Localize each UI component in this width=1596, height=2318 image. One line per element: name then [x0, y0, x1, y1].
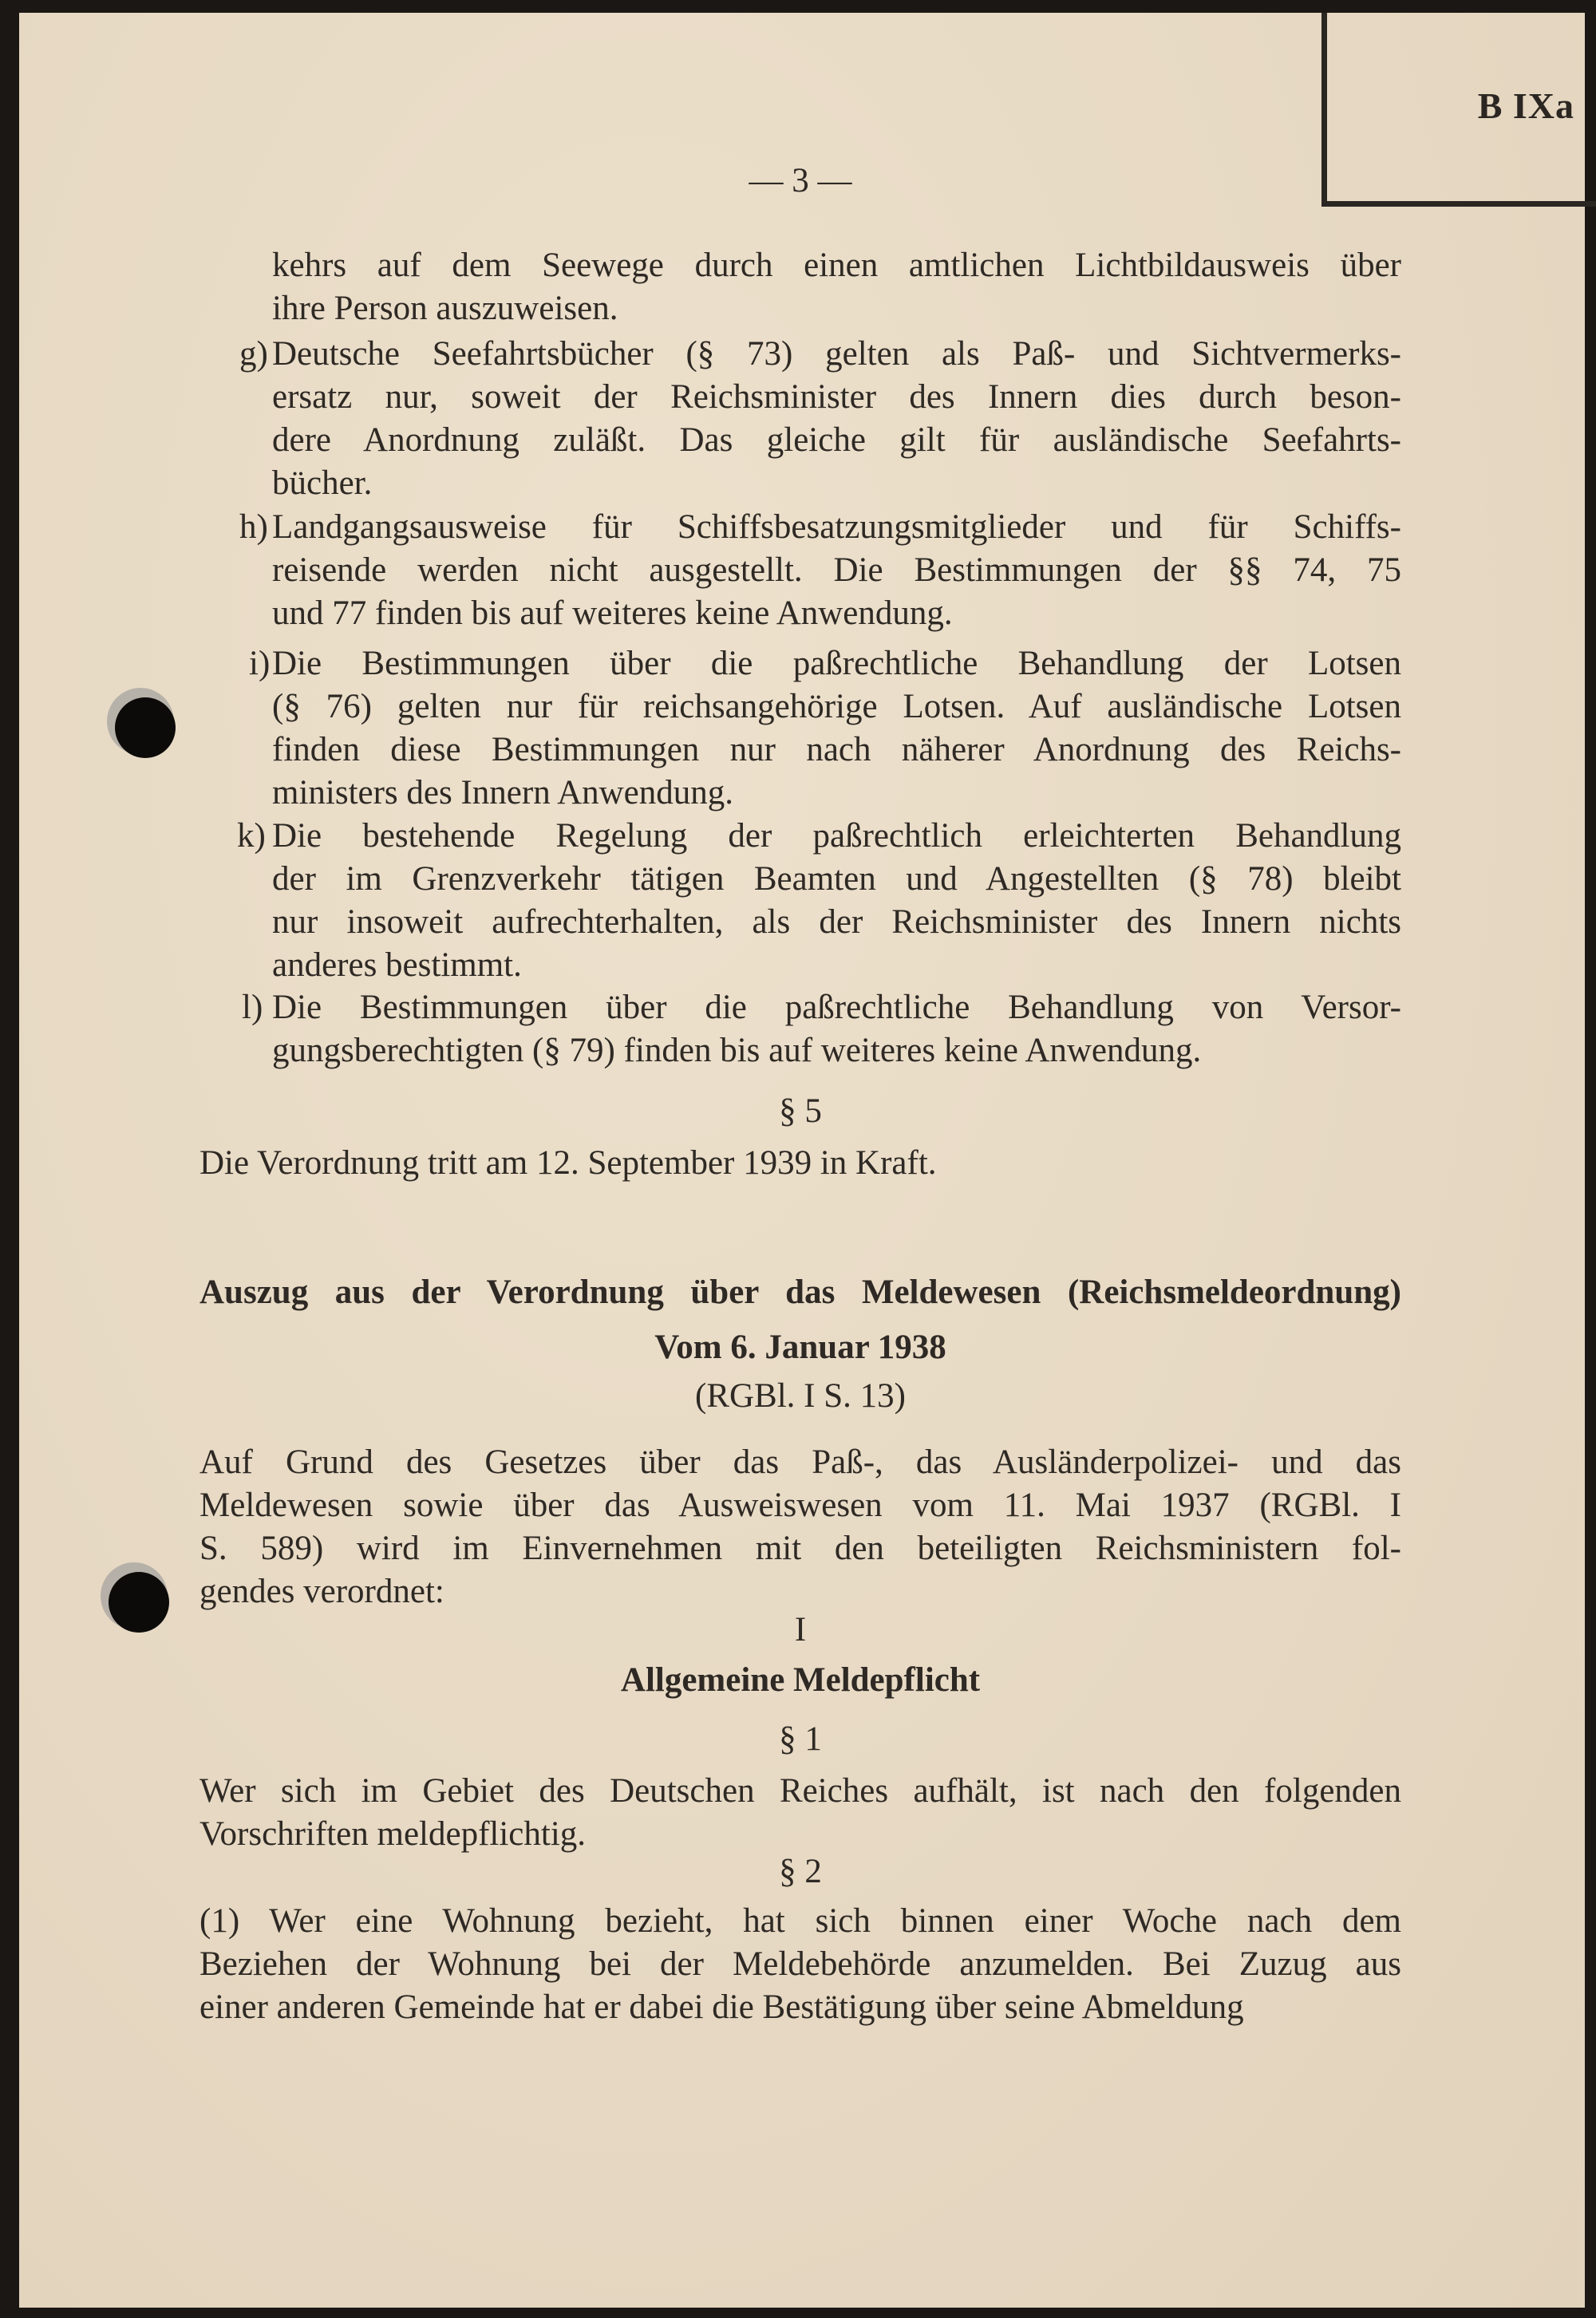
item-g — [272, 333, 1401, 505]
preamble — [200, 1441, 1401, 1613]
text-line: ministers des Innern Anwendung. — [272, 774, 734, 811]
text-line: Landgangsausweise für Schiffsbesatzungsmitglieder und für Schiffs- — [272, 508, 1401, 546]
text-line: Wer sich im Gebiet des Deutschen Reiches aufhält, ist nach den folgenden — [200, 1772, 1401, 1810]
text-line: (§ 76) gelten nur für reichsangehörige Lotsen. Auf ausländische Lotsen — [272, 688, 1401, 725]
text-line: nur insoweit aufrechterhalten, als der Reichsminister des Innern nichts — [272, 903, 1401, 941]
text-line: Die Bestimmungen über die paßrechtliche Behandlung von Versor- — [272, 989, 1401, 1026]
text-line: anderes bestimmt. — [272, 946, 522, 984]
item-label: l) — [242, 989, 263, 1026]
item-label: g) — [239, 335, 268, 373]
text-line: Deutsche Seefahrtsbücher (§ 73) gelten als Paß- und Sichtvermerks- — [272, 335, 1401, 373]
item-l — [272, 986, 1401, 1072]
text-line: finden diese Bestimmungen nur nach näherer Anordnung des Reichs- — [272, 731, 1401, 768]
text-line: und 77 finden bis auf weiteres keine Anwendung. — [272, 594, 953, 632]
text-line: gendes verordnet: — [200, 1573, 444, 1610]
text-line: ersatz nur, soweit der Reichsminister des Innern dies durch beson- — [272, 378, 1401, 416]
text-line: Meldewesen sowie über das Ausweiswesen vom 11. Mai 1937 (RGBl. I — [200, 1487, 1401, 1524]
item-label: i) — [249, 645, 271, 682]
text-line: dere Anordnung zuläßt. Das gleiche gilt für ausländische Seefahrts- — [272, 421, 1401, 459]
text-line: bücher. — [272, 464, 373, 502]
text-line: reisende werden nicht ausgestellt. Die Bestimmungen der §§ 74, 75 — [272, 551, 1401, 589]
item-label: k) — [237, 817, 266, 855]
text-line: Vorschriften meldepflichtig. — [200, 1815, 587, 1853]
text-line: S. 589) wird im Einvernehmen mit den beteiligten Reichsministern fol- — [200, 1530, 1401, 1567]
text-line: Beziehen der Wohnung bei der Meldebehörde anzumelden. Bei Zuzug aus — [200, 1945, 1401, 1983]
punch-hole — [115, 697, 176, 758]
section-5-text: Die Verordnung tritt am 12. September 1939 in Kraft. — [200, 1144, 937, 1182]
section-2-text — [200, 1900, 1401, 2029]
text-line: gungsberechtigten (§ 79) finden bis auf weiteres keine Anwendung. — [272, 1032, 1202, 1069]
section-2-heading: § 2 — [779, 1853, 822, 1890]
excerpt-date: Vom 6. Januar 1938 — [654, 1329, 946, 1366]
section-5-heading: § 5 — [779, 1092, 822, 1130]
punch-hole — [109, 1572, 169, 1633]
excerpt-title: Auszug aus der Verordnung über das Meldewesen (Reichsmeldeordnung) — [200, 1274, 1401, 1311]
item-i — [272, 642, 1401, 815]
part-number: I — [794, 1611, 807, 1649]
item-k — [272, 815, 1401, 987]
excerpt-source: (RGBl. I S. 13) — [695, 1377, 906, 1415]
item-h — [272, 506, 1401, 635]
text-line: Die bestehende Regelung der paßrechtlich erleichterten Behandlung — [272, 817, 1401, 855]
classification-tag: B IXa — [1477, 85, 1574, 126]
section-1-text — [200, 1770, 1401, 1856]
page-number: — 3 — — [749, 162, 852, 199]
section-1-heading: § 1 — [779, 1720, 822, 1758]
text-line: ihre Person auszuweisen. — [272, 290, 618, 327]
item-label: h) — [239, 508, 268, 546]
text-line: Auf Grund des Gesetzes über das Paß-, das Ausländerpolizei- und das — [200, 1443, 1401, 1481]
text-line: der im Grenzverkehr tätigen Beamten und Angestellten (§ 78) bleibt — [272, 860, 1401, 898]
text-line: kehrs auf dem Seewege durch einen amtlichen Lichtbildausweis über — [272, 247, 1401, 284]
text-line: Die Bestimmungen über die paßrechtliche Behandlung der Lotsen — [272, 645, 1401, 682]
text-line: einer anderen Gemeinde hat er dabei die Bestätigung über seine Abmeldung — [200, 1988, 1244, 2026]
text-line: (1) Wer eine Wohnung bezieht, hat sich binnen einer Woche nach dem — [200, 1902, 1401, 1940]
continuation-paragraph — [272, 244, 1401, 330]
part-title: Allgemeine Meldepflicht — [620, 1661, 981, 1699]
